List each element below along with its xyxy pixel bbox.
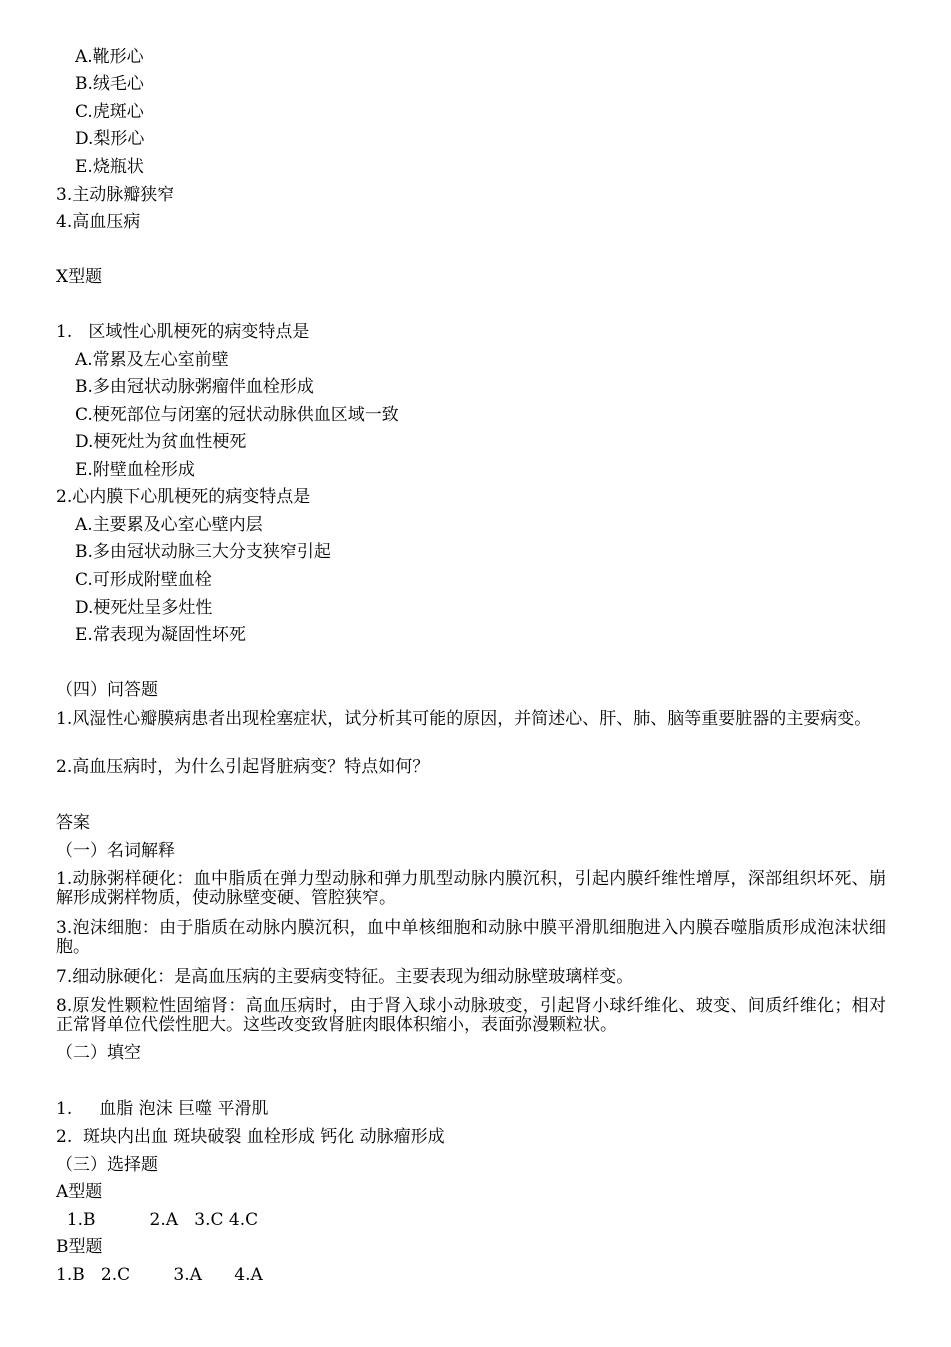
term-3: 3.泡沫细胞：由于脂质在动脉内膜沉积，血中单核细胞和动脉中膜平滑肌细胞进入内膜吞噬脂质形成泡沫状细胞。 (56, 918, 886, 957)
fill-answer-1: 1. 血脂 泡沫 巨噬 平滑肌 (56, 1099, 269, 1119)
x-q2-option-a: A.主要累及心室心壁内层 (75, 515, 263, 535)
x-q1-option-e: E.附壁血栓形成 (75, 460, 195, 480)
x-q2-option-c: C.可形成附壁血栓 (75, 570, 212, 590)
fill-heading: （二）填空 (56, 1043, 141, 1063)
x-q1-option-b: B.多由冠状动脉粥瘤伴血栓形成 (75, 377, 314, 397)
option-e: E.烧瓶状 (75, 157, 144, 177)
option-a: A.靴形心 (75, 47, 144, 67)
b-type-heading: B型题 (56, 1237, 103, 1257)
option-c: C.虎斑心 (75, 102, 144, 122)
b-type-answers: 1.B 2.C 3.A 4.A (56, 1265, 263, 1285)
x-q1-option-a: A.常累及左心室前壁 (75, 350, 229, 370)
qa-heading: （四）问答题 (56, 680, 158, 700)
item-3: 3.主动脉瓣狭窄 (56, 185, 175, 205)
answers-heading: 答案 (56, 813, 90, 833)
x-q1-option-d: D.梗死灶为贫血性梗死 (75, 432, 247, 452)
item-4: 4.高血压病 (56, 212, 141, 232)
x-q2-option-d: D.梗死灶呈多灶性 (75, 598, 213, 618)
x-q1-stem: 1. 区域性心肌梗死的病变特点是 (56, 322, 310, 342)
x-q2-option-e: E.常表现为凝固性坏死 (75, 625, 246, 645)
qa-question-2: 2.高血压病时，为什么引起肾脏病变？特点如何？ (56, 757, 430, 777)
term-7: 7.细动脉硬化：是高血压病的主要病变特征。主要表现为细动脉壁玻璃样变。 (56, 967, 634, 987)
term-8: 8.原发性颗粒性固缩肾：高血压病时，由于肾入球小动脉玻变，引起肾小球纤维化、玻变、间质纤维化；相对正常肾单位代偿性肥大。这些改变致肾脏肉眼体积缩小，表面弥漫颗粒状。 (56, 996, 886, 1035)
x-q1-option-c: C.梗死部位与闭塞的冠状动脉供血区域一致 (75, 405, 399, 425)
x-q2-option-b: B.多由冠状动脉三大分支狭窄引起 (75, 542, 331, 562)
a-type-answers: 1.B 2.A 3.C 4.C (56, 1210, 259, 1230)
term-1: 1.动脉粥样硬化：血中脂质在弹力型动脉和弹力肌型动脉内膜沉积，引起内膜纤维性增厚，深部组织坏死、崩解形成粥样物质，使动脉壁变硬、管腔狭窄。 (56, 869, 886, 908)
fill-answer-2: 2. 斑块内出血 斑块破裂 血栓形成 钙化 动脉瘤形成 (56, 1127, 445, 1147)
x-q2-stem: 2.心内膜下心肌梗死的病变特点是 (56, 487, 311, 507)
terms-heading: （一）名词解释 (56, 841, 175, 861)
option-b: B.绒毛心 (75, 74, 144, 94)
choice-heading: （三）选择题 (56, 1155, 158, 1175)
a-type-heading: A型题 (56, 1182, 103, 1202)
x-heading: X型题 (56, 267, 103, 287)
option-d: D.梨形心 (75, 129, 145, 149)
qa-question-1: 1.风湿性心瓣膜病患者出现栓塞症状，试分析其可能的原因，并简述心、肝、肺、脑等重要脏器的主要病变。 (56, 709, 872, 729)
